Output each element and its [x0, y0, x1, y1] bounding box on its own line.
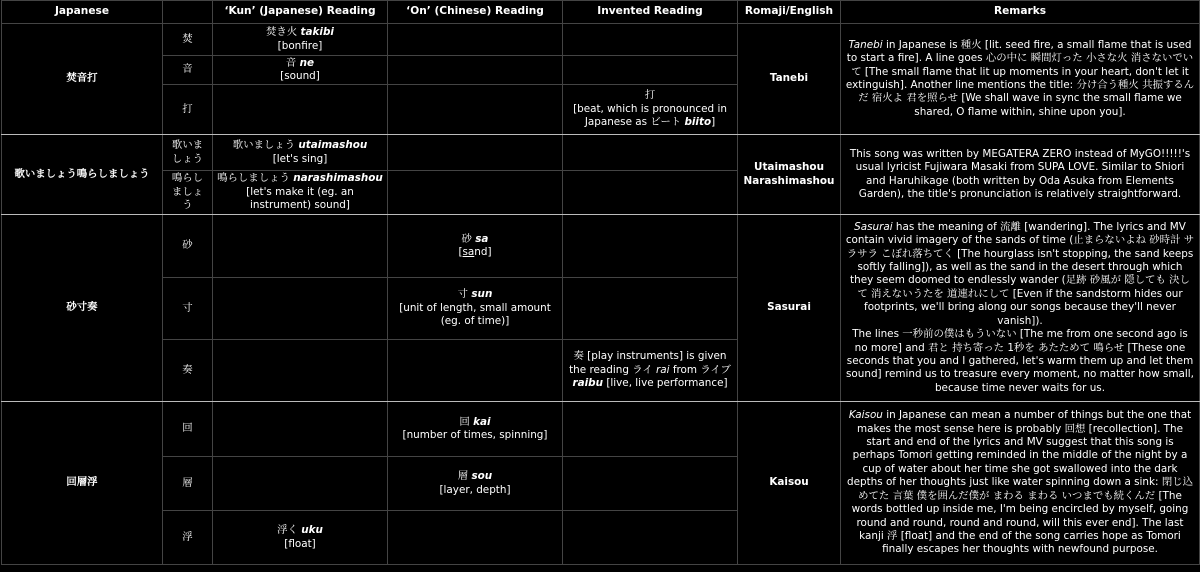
kun-reading-cell	[213, 85, 388, 135]
table-row	[2, 402, 1200, 457]
kanji-reading-table	[1, 0, 1200, 565]
invented-reading-cell	[563, 56, 738, 85]
kun-reading-cell	[213, 278, 388, 340]
remarks-cell: Kaisou in Japanese can mean a number of things but the one that makes the most sense here is probably 回想 [recollection]. The start and end of the lyrics and MV suggest that this song is perhaps Tomori getting reminded in the middle of the night by a cup of water about her time she got swallowed into the dark depths of her thoughts just like water spinning down a sink: 閉じ込めてた 言葉 僕を囲んだ僕が まわる まわる いつまでも続くんだ [The words bottled up inside me, I'm being encircled by myself, going round and round, round and round, will this ever end]. The last kanji 浮 [float] and the end of the song carries hope as Tomori finally escapes her thoughts with newfound purpose.	[841, 402, 1200, 565]
romaji-cell: Tanebi	[738, 24, 841, 135]
invented-reading-cell	[563, 402, 738, 457]
header-on: ‘On’ (Chinese) Reading	[388, 1, 563, 24]
song-title: 歌いましょう鳴らしましょう	[2, 135, 163, 215]
kanji-cell: 回	[163, 402, 213, 457]
song-title: 焚音打	[2, 24, 163, 135]
song-title: 砂寸奏	[2, 215, 163, 402]
on-reading-cell: 砂 sa [sand]	[388, 215, 563, 278]
invented-reading-cell	[563, 511, 738, 565]
remarks-cell: Sasurai has the meaning of 流離 [wandering]. The lyrics and MV contain vivid imagery of the sands of time (止まらないよね 砂時計 サラサラ こぼれ落ちてく [The hourglass isn't stopping, the sand keeps softly falling]), as well as the sand in the desert through which they seem doomed to endlessly wander (足跡 砂風が 隠しても 決して 消えないうたを 道連れにして [Even if the sandstorm hides our footprints, we'll bring along our songs because they'll never vanish]). The lines 一秒前の僕はもういない [The me from one second ago is no more] and 君と 持ち寄った 1秒を あたためて 鳴らせ [These one seconds that you and I gathered, let's warm them up and let them sound] remind us to treasure every moment, no matter how small, because time never waits for us.	[841, 215, 1200, 402]
remarks-cell: Tanebi in Japanese is 種火 [lit. seed fire, a small flame that is used to start a fire]. A line goes 心の中に 瞬間灯った 小さな火 消さないでいて [The small flame that lit up moments in your heart, don't let it extinguish]. Another line mentions the title: 分け合う種火 共振するんだ 宿火よ 君を照らせ [We shall wave in sync the small flame we shared, O flame within, shine upon you].	[841, 24, 1200, 135]
kanji-cell: 浮	[163, 511, 213, 565]
remarks-cell: This song was written by MEGATERA ZERO instead of MyGO!!!!!'s usual lyricist Fujiwara Masaki from SUPA LOVE. Similar to Shiori and Haruhikage (both written by Oda Asuka from Elements Garden), the title's pronunciation is relatively straightforward.	[841, 135, 1200, 215]
on-reading-cell	[388, 511, 563, 565]
kun-reading-cell: 焚き火 takibi [bonfire]	[213, 24, 388, 56]
header-kanji	[163, 1, 213, 24]
on-reading-cell	[388, 56, 563, 85]
song-title: 回層浮	[2, 402, 163, 565]
on-reading-cell: 回 kai [number of times, spinning]	[388, 402, 563, 457]
invented-reading-cell	[563, 215, 738, 278]
invented-reading-cell	[563, 171, 738, 215]
header-row	[2, 1, 1200, 24]
table-row	[2, 24, 1200, 56]
invented-reading-cell	[563, 278, 738, 340]
romaji-cell: Kaisou	[738, 402, 841, 565]
on-reading-cell: 層 sou [layer, depth]	[388, 457, 563, 511]
kanji-cell: 歌いましょう	[163, 135, 213, 171]
kun-reading-cell	[213, 457, 388, 511]
kun-reading-cell: 歌いましょう utaimashou [let's sing]	[213, 135, 388, 171]
kun-reading-cell: 音 ne [sound]	[213, 56, 388, 85]
kanji-cell: 砂	[163, 215, 213, 278]
kun-reading-cell	[213, 402, 388, 457]
on-reading-cell	[388, 135, 563, 171]
header-romaji: Romaji/English	[738, 1, 841, 24]
invented-reading-cell	[563, 24, 738, 56]
kanji-cell: 寸	[163, 278, 213, 340]
header-remarks: Remarks	[841, 1, 1200, 24]
invented-reading-cell	[563, 135, 738, 171]
kun-reading-cell	[213, 215, 388, 278]
header-japanese: Japanese	[2, 1, 163, 24]
invented-reading-cell: 奏 [play instruments] is given the reading ライ rai from ライブ raibu [live, live performance]	[563, 340, 738, 402]
invented-reading-cell	[563, 457, 738, 511]
table-row	[2, 135, 1200, 171]
kanji-cell: 音	[163, 56, 213, 85]
kanji-cell: 焚	[163, 24, 213, 56]
kanji-cell: 鳴らしましょう	[163, 171, 213, 215]
kun-reading-cell: 浮く uku [float]	[213, 511, 388, 565]
romaji-cell: Sasurai	[738, 215, 841, 402]
on-reading-cell	[388, 340, 563, 402]
header-invented: Invented Reading	[563, 1, 738, 24]
kanji-cell: 層	[163, 457, 213, 511]
table-row	[2, 215, 1200, 278]
on-reading-cell: 寸 sun [unit of length, small amount (eg. of time)]	[388, 278, 563, 340]
on-reading-cell	[388, 85, 563, 135]
kanji-cell: 打	[163, 85, 213, 135]
on-reading-cell	[388, 24, 563, 56]
on-reading-cell	[388, 171, 563, 215]
romaji-cell: Utaimashou Narashimashou	[738, 135, 841, 215]
kun-reading-cell	[213, 340, 388, 402]
kun-reading-cell: 鳴らしましょう narashimashou [let's make it (eg. an instrument) sound]	[213, 171, 388, 215]
invented-reading-cell: 打 [beat, which is pronounced in Japanese as ビート biito]	[563, 85, 738, 135]
kanji-cell: 奏	[163, 340, 213, 402]
header-kun: ‘Kun’ (Japanese) Reading	[213, 1, 388, 24]
